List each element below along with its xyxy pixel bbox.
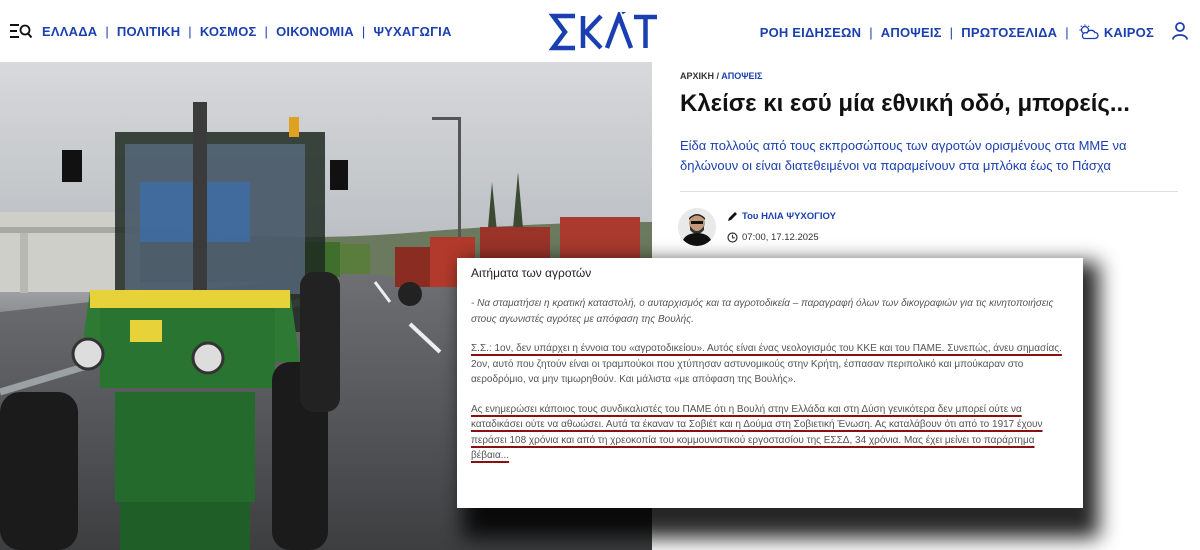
- pen-icon: [727, 211, 738, 222]
- publish-date: [727, 232, 819, 243]
- search-menu-icon[interactable]: [10, 22, 32, 40]
- author-name[interactable]: Του ΗΛΙΑ ΨΥΧΟΓΙΟΥ: [742, 211, 836, 222]
- secondary-nav: ΡΟΗ ΕΙΔΗΣΕΩΝ | ΑΠΟΨΕΙΣ | ΠΡΩΤΟΣΕΛΙΔΑ | ΚΑΙΡΟΣ: [759, 24, 1154, 40]
- divider: [680, 191, 1178, 192]
- user-icon[interactable]: [1172, 22, 1188, 40]
- nav-item-world[interactable]: ΚΟΣΜΟΣ: [199, 24, 257, 39]
- article-title: Κλείσε κι εσύ μία εθνική οδό, μπορείς...: [680, 90, 1130, 117]
- cloud-sun-icon[interactable]: [1077, 24, 1099, 40]
- nav-item-front-pages[interactable]: ΠΡΩΤΟΣΕΛΙΔΑ: [961, 24, 1058, 40]
- nav-item-news-feed[interactable]: ΡΟΗ ΕΙΔΗΣΕΩΝ: [759, 24, 862, 40]
- skai-logo[interactable]: [549, 12, 659, 52]
- excerpt-text: 2ον, αυτό που ζητούν είναι οι τραμπούκοι που χτύπησαν αστυνομικούς στην Κρήτη, έσπασαν περιπολικό και μπούκαραν στο αεροδρόμιο, να μην τιμωρηθούν. Και μάλιστα «με απόφαση της Βουλής».: [471, 358, 1024, 385]
- nav-item-weather[interactable]: ΚΑΙΡΟΣ: [1103, 24, 1154, 40]
- site-header: [0, 0, 1200, 62]
- main-nav: ΕΛΛΑΔΑ | ΠΟΛΙΤΙΚΗ | ΚΟΣΜΟΣ | ΟΙΚΟΝΟΜΙΑ | ΨΥΧΑΓΩΓΙΑ: [42, 24, 452, 39]
- author-byline[interactable]: [727, 211, 836, 222]
- excerpt-paragraph-demand: - Να σταματήσει η κρατική καταστολή, ο αυταρχισμός και τα αγροτοδικεία – παραγραφή όλων των δικογραφιών για τις κινητοποιήσεις στους αγωνιστές αγρότες με απόφαση της Βουλής.: [471, 298, 1054, 325]
- underlined-text: Ας ενημερώσει κάποιος τους συνδικαλιστές του ΠΑΜΕ ότι η Βουλή στην Ελλάδα και στη Δύση γενικότερα δεν μπορεί ούτε να καταδικάσει ούτε να αθωώσει. Αυτά τα έκαναν τα Σοβιέτ και η Δούμα στη Σοβιετική Ένωση. Ας καταλάβουν ότι από το 1917 έχουν περάσει 108 χρόνια και από τη χρεοκοπία του κομμουνιστικού εργοστασίου της ΕΣΣΔ, 34 χρόνια. Μας έχει μείνει το παράρτημα βέβαια...: [471, 403, 1043, 461]
- underlined-text: Σ.Σ.: 1ον, δεν υπάρχει η έννοια του «αγροτοδικείου». Αυτός είναι ένας νεολογισμός του ΚΚΕ και του ΠΑΜΕ. Συνεπώς, άνευ σημασίας.: [471, 343, 1062, 354]
- nav-item-economy[interactable]: ΟΙΚΟΝΟΜΙΑ: [276, 24, 354, 39]
- breadcrumb-category[interactable]: ΑΠΟΨΕΙΣ: [721, 71, 763, 81]
- author-avatar[interactable]: [678, 208, 716, 246]
- breadcrumb: [680, 71, 762, 81]
- article-lead: Είδα πολλούς από τους εκπροσώπους των αγροτών ορισμένους στα ΜΜΕ να δηλώνουν οι είναι διατεθειμένοι να παραμείνουν στα μπλόκα έως το Πάσχα: [680, 138, 1127, 173]
- excerpt-box: [457, 258, 1083, 508]
- excerpt-paragraph-comment-1: [471, 341, 1069, 388]
- breadcrumb-home[interactable]: ΑΡΧΙΚΗ: [680, 71, 715, 81]
- nav-item-entertainment[interactable]: ΨΥΧΑΓΩΓΙΑ: [373, 24, 452, 39]
- nav-item-opinions[interactable]: ΑΠΟΨΕΙΣ: [880, 24, 942, 40]
- breadcrumb-separator: /: [716, 71, 720, 81]
- excerpt-title: Αιτήματα των αγροτών: [471, 266, 592, 280]
- nav-item-greece[interactable]: ΕΛΛΑΔΑ: [42, 24, 98, 39]
- excerpt-paragraph-comment-2: [471, 402, 1069, 464]
- publish-date-text: 07:00, 17.12.2025: [742, 232, 819, 243]
- nav-item-politics[interactable]: ΠΟΛΙΤΙΚΗ: [116, 24, 181, 39]
- clock-icon: [727, 232, 738, 243]
